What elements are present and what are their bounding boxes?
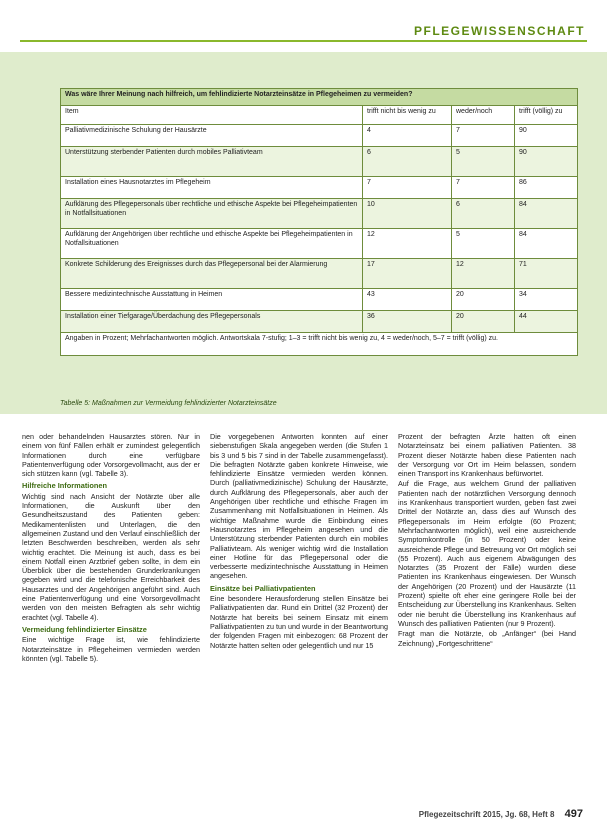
text-column-1 — [22, 432, 200, 820]
row-value-neutral: 12 — [452, 259, 515, 289]
row-item: Aufklärung des Pflegepersonals über rechtliche und ethische Aspekte bei Pflegeheimpatienten in Notfallsituationen — [61, 199, 363, 229]
table-row — [61, 229, 578, 259]
subheading: Vermeidung fehlindizierter Einsätze — [22, 624, 147, 634]
table-row — [61, 199, 578, 229]
row-item: Unterstützung sterbender Patienten durch mobiles Palliativteam — [61, 147, 363, 177]
paragraph: Die vorgegebenen Antworten konnten auf einer siebenstufigen Skala angegeben werden (die Stufen 1 bis 3 und 5 bis 7 sind in der Tabelle zusammengefasst). Die befragten Notärzte gaben konkrete Hinweise, wie fehlindizierte Einsätze vermieden werden können. Durch (palliativmedizinische) Schulung der Hausärzte, durch Aufklärung des Pflegepersonals, aber auch der Angehörigen über rechtliche und ethische Fragen im Zusammenhang mit Notfallsituationen in Heimen. Als wichtige Maßnahme wurde die Einbindung eines Hausnotarztes im Pflegeheim angesehen und die Unterstützung sterbender Patienten durch ein mobiles Palliativteam. Als weniger wichtig wird die Installation einer Hotline für das Pflegepersonal oder die verbesserte medizintechnische Ausstattung in Heimen angesehen. — [210, 432, 388, 581]
row-value-neutral: 6 — [452, 199, 515, 229]
column-header-agree: trifft (völlig) zu — [515, 106, 578, 125]
table-caption: Tabelle 5: Maßnahmen zur Vermeidung fehlindizierter Notarzteinsätze — [60, 400, 277, 407]
row-value-neutral: 7 — [452, 125, 515, 147]
row-value-disagree: 4 — [363, 125, 452, 147]
row-item: Aufklärung der Angehörigen über rechtliche und ethische Aspekte bei Pflegeheimpatienten in Notfallsituationen — [61, 229, 363, 259]
row-value-neutral: 5 — [452, 229, 515, 259]
table-note: Angaben in Prozent; Mehrfachantworten möglich. Antwortskala 7-stufig; 1–3 = trifft nicht bis wenig zu, 4 = weder/noch, 5–7 = trifft (völlig) zu. — [61, 333, 578, 356]
row-value-neutral: 20 — [452, 311, 515, 333]
header-rule — [20, 40, 587, 42]
row-value-neutral: 5 — [452, 147, 515, 177]
survey-table — [60, 88, 578, 356]
page-footer — [419, 808, 583, 820]
row-value-agree: 86 — [515, 177, 578, 199]
row-value-agree: 90 — [515, 147, 578, 177]
table-question: Was wäre Ihrer Meinung nach hilfreich, um fehlindizierte Notarzteinsätze in Pflegeheimen zu vermeiden? — [61, 89, 578, 106]
journal-citation: Pflegezeitschrift 2015, Jg. 68, Heft 8 — [418, 810, 555, 819]
row-value-agree: 44 — [515, 311, 578, 333]
subheading: Einsätze bei Palliativpatienten — [210, 583, 316, 593]
paragraph: Prozent der befragten Ärzte hatten oft einen Notarzteinsatz bei einem palliativen Patienten. 38 Prozent dieser Notärzte haben diese Patienten nach der Versorgung vor Ort im Heim belassen, sondern einen Transport ins Krankenhaus befürwortet. — [398, 432, 576, 479]
row-value-disagree: 43 — [363, 289, 452, 311]
row-item: Palliativmedizinische Schulung der Hausärzte — [61, 125, 363, 147]
row-value-agree: 34 — [515, 289, 578, 311]
row-value-disagree: 12 — [363, 229, 452, 259]
row-value-agree: 84 — [515, 229, 578, 259]
column-header-disagree: trifft nicht bis wenig zu — [363, 106, 452, 125]
page-number: 497 — [564, 808, 583, 820]
row-value-disagree: 10 — [363, 199, 452, 229]
row-value-agree: 71 — [515, 259, 578, 289]
row-item: Installation eines Hausnotarztes im Pflegeheim — [61, 177, 363, 199]
paragraph: Wichtig sind nach Ansicht der Notärzte über alle Informationen, die Auskunft über den Gesundheitszustand des Patienten geben: Medikamentenlisten und Unterlagen, die den allgemeinen Zustand und den Verlauf einschließlich der letzten Beschwerden beschreiben, werden als sehr wichtig erachtet. Die Meinung ist auch, dass es bei einem Notfall einen Arztbrief geben sollte, in dem ein Überblick über die bestehenden Grunderkrankungen gegeben wird und die telefonische Erreichbarkeit des Hausarztes und der Angehörigen angeführt sind. Auch eine Patientenverfügung und eine Vorsorgevollmacht werden von den meisten Befragten als sehr wichtig erachtet (vgl. Tabelle 4). — [22, 491, 200, 622]
paragraph: Eine wichtige Frage ist, wie fehlindizierte Notarzteinsätze in Pflegeheimen vermieden werden könnten (vgl. Tabelle 5). — [22, 635, 200, 663]
row-value-neutral: 20 — [452, 289, 515, 311]
paragraph: Fragt man die Notärzte, ob „Anfänger“ (bei Hand Zeichnung) „Fortgeschrittene“ — [398, 629, 576, 648]
column-header-item: Item — [61, 106, 363, 125]
table-row — [61, 311, 578, 333]
table-row — [61, 125, 578, 147]
row-item: Konkrete Schilderung des Ereignisses durch das Pflegepersonal bei der Alarmierung — [61, 259, 363, 289]
table-row — [61, 259, 578, 289]
paragraph: Auf die Frage, aus welchem Grund der palliativen Patienten nach der notärztlichen Versorgung dennoch ins Krankenhaus transportiert wurden, geben fast zwei Drittel der Notärzte an, dass dies auf Wunsch des Pflegepersonals im Heim erfolgte (60 Prozent; Mehrfachantworten möglich), weil eine ausreichende Symptomkontrolle (in 50 Prozent) oder keine ausreichende Pflege und Betreuung vor Ort möglich sei (55 Prozent). Auch aus eigenem Abwägungen des Notarztes (35 Prozent der Fälle) wurden diese Patienten ins Krankenhaus eingewiesen. Der Wunsch der Angehörigen (20 Prozent) und der Hausärzte (11 Prozent) spielte oft eher eine geringere Rolle bei der Entscheidung zur Überstellung ins Krankenhaus. Selten oder nie beruht die Überstellung ins Krankenhaus auf Wunsch des palliativen Patienten (nur 9 Prozent). — [398, 479, 576, 628]
row-value-disagree: 36 — [363, 311, 452, 333]
subheading: Hilfreiche Informationen — [22, 481, 108, 491]
table-row — [61, 289, 578, 311]
table-row — [61, 147, 578, 177]
row-value-neutral: 7 — [452, 177, 515, 199]
text-column-2 — [210, 432, 388, 820]
row-value-disagree: 7 — [363, 177, 452, 199]
row-item: Bessere medizintechnische Ausstattung in Heimen — [61, 289, 363, 311]
row-value-disagree: 6 — [363, 147, 452, 177]
section-title: PFLEGEWISSENSCHAFT — [413, 24, 585, 38]
table-row — [61, 177, 578, 199]
column-header-neutral: weder/noch — [452, 106, 515, 125]
row-value-agree: 90 — [515, 125, 578, 147]
row-value-disagree: 17 — [363, 259, 452, 289]
row-value-agree: 84 — [515, 199, 578, 229]
paragraph: Eine besondere Herausforderung stellen Einsätze bei Palliativpatienten dar. Rund ein Drittel (32 Prozent) der Notärzte hat bereits bei seinem Einsatz mit einem Palliativpatienten zu tun und wurde in der Beantwortung der folgenden Fragen mit einbezogen: 68 Prozent der Notärzte hatten selten oder gelegentlich und nur 15 — [210, 594, 388, 650]
paragraph: nen oder behandelnden Hausarztes stören. Nur in einem von fünf Fällen erhält er zumindest gelegentlich Informationen durch eine verfügbare Patientenverfügung oder Vorsorgevollmacht, aus der er sich stützen kann (vgl. Tabelle 3). — [22, 432, 200, 479]
text-column-3 — [398, 432, 576, 820]
row-item: Installation einer Tiefgarage/Überdachung des Pflegepersonals — [61, 311, 363, 333]
